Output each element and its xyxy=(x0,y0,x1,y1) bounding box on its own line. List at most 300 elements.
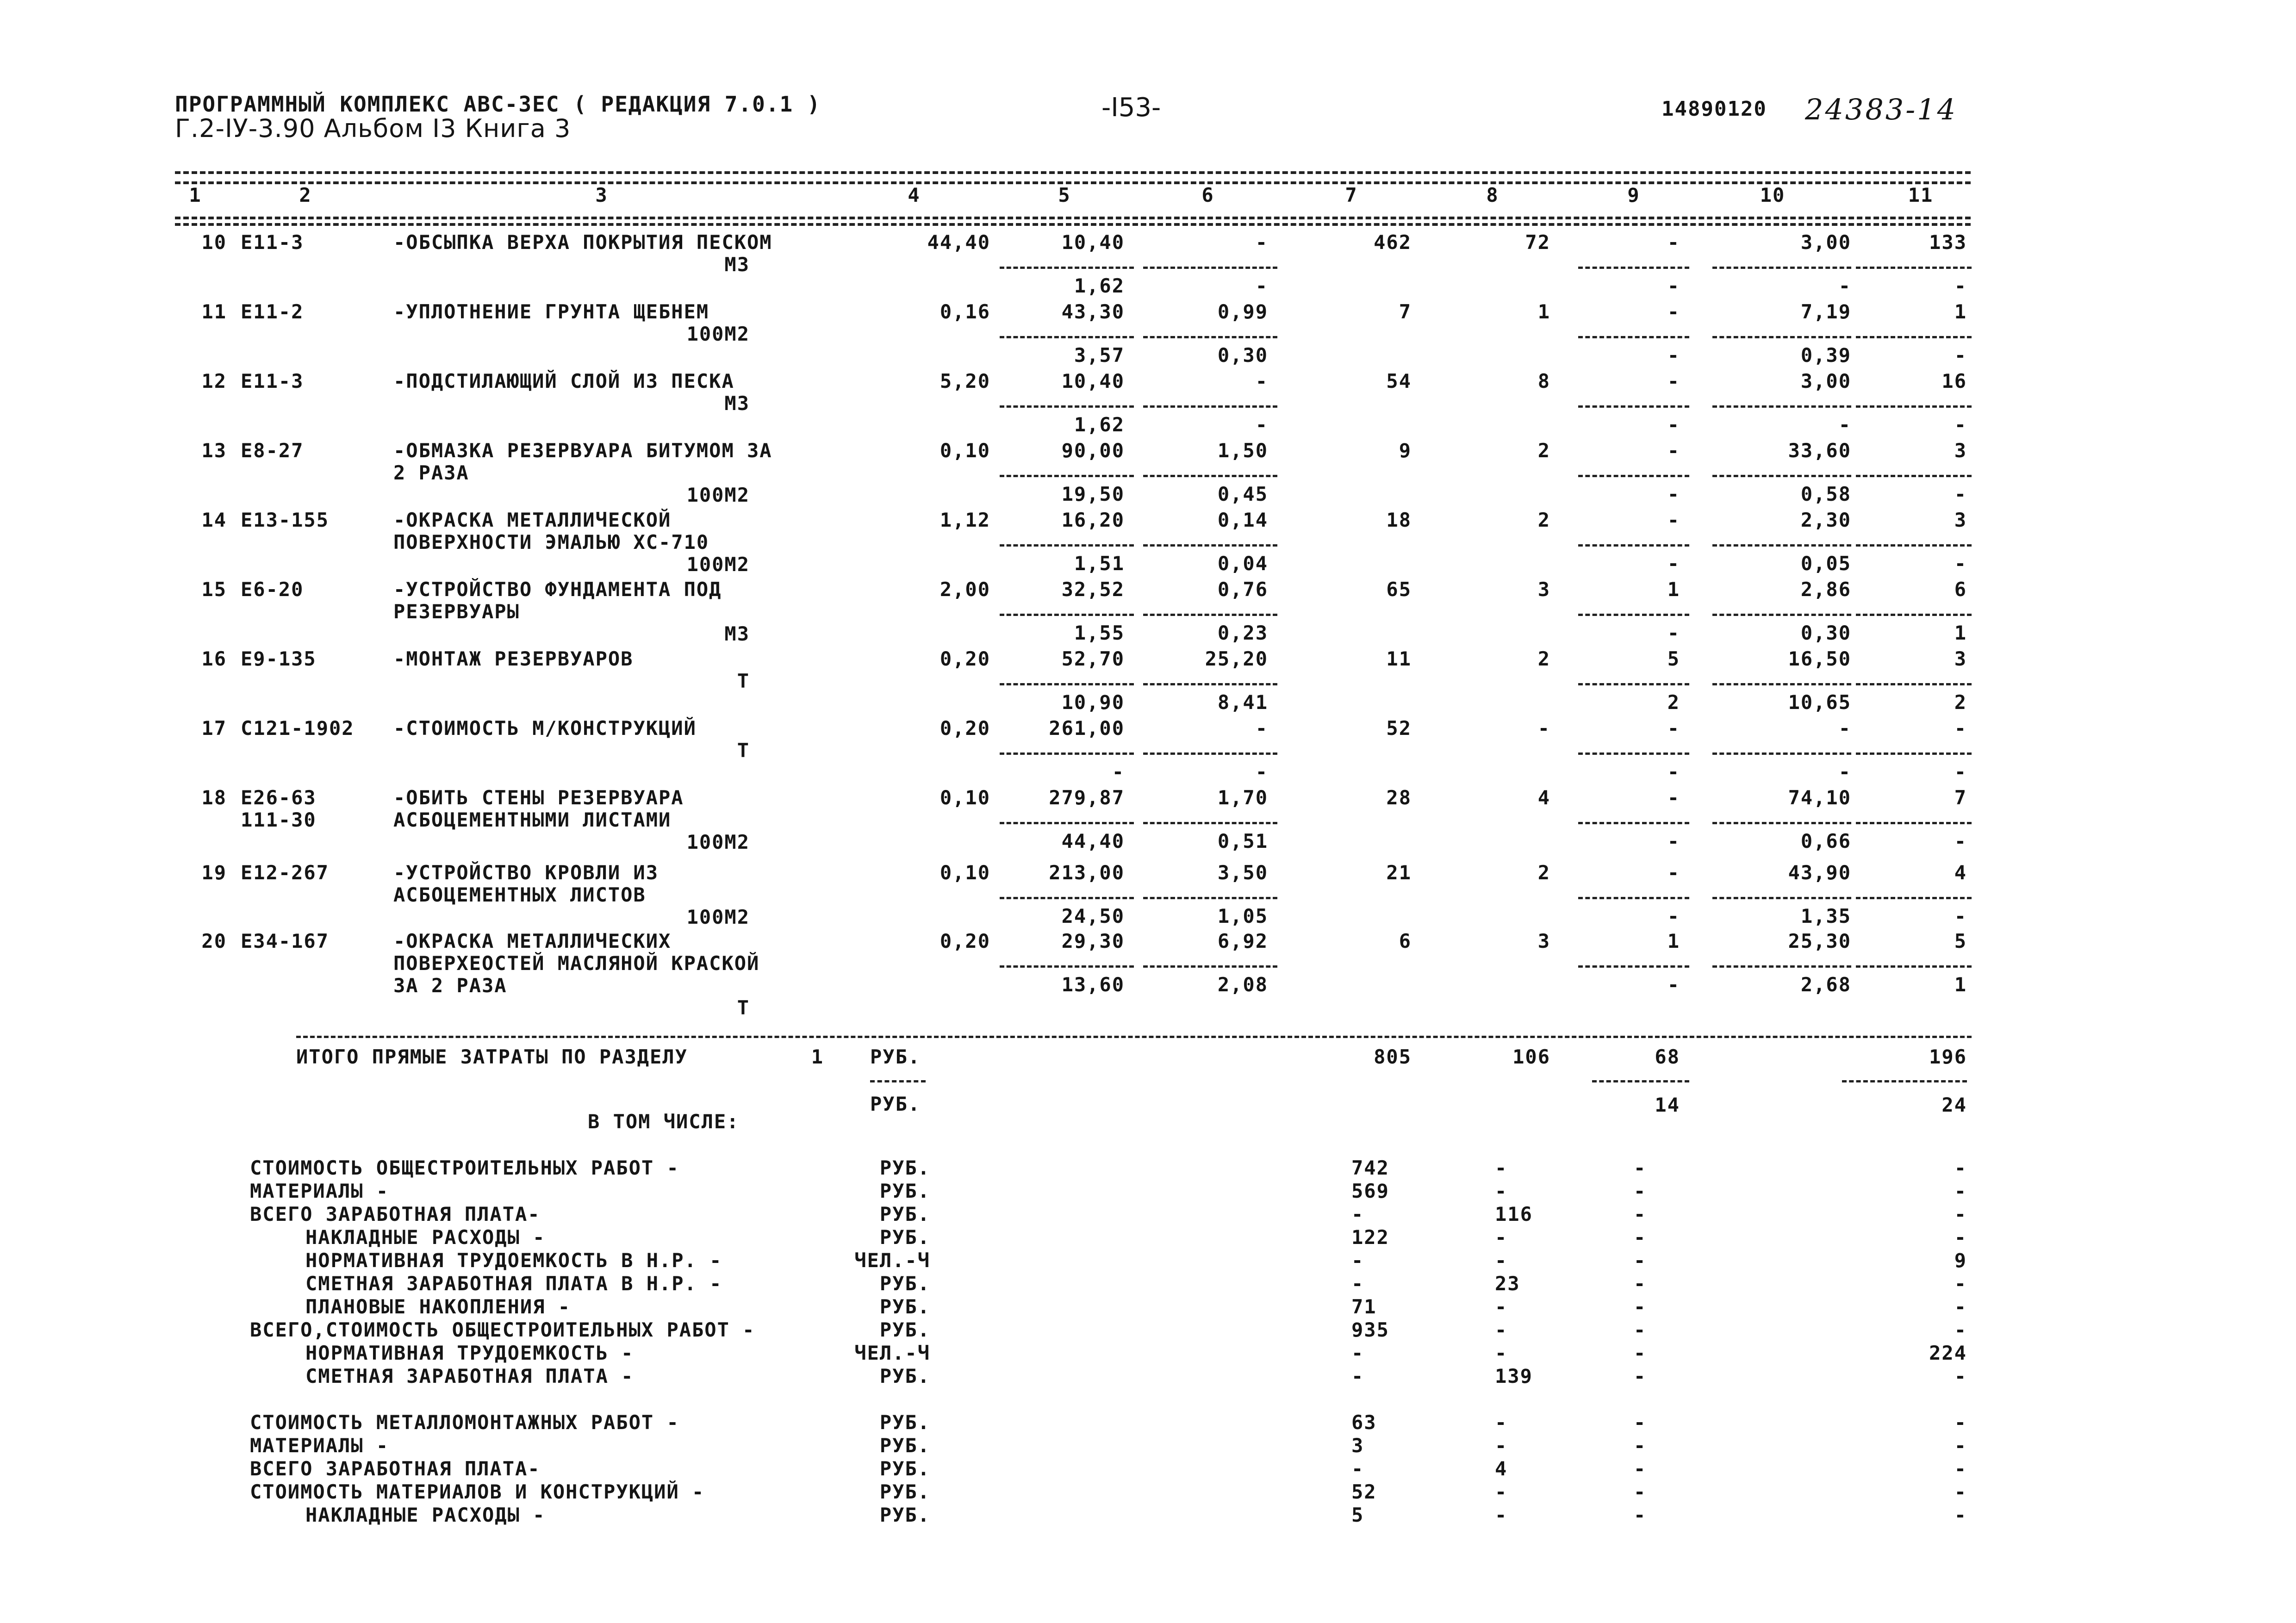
header-album-line: Г.2-IУ-3.90 Альбом I3 Книга 3 xyxy=(175,114,571,143)
row-col8-value: 8 xyxy=(1537,370,1550,392)
row-col7-value: 11 xyxy=(1386,647,1412,670)
summary-label: ВСЕГО ЗАРАБОТНАЯ ПЛАТА- xyxy=(250,1457,541,1480)
column-header-2: 2 xyxy=(299,184,312,206)
summary-label: СТОИМОСТЬ МАТЕРИАЛОВ И КОНСТРУКЦИЙ - xyxy=(250,1480,705,1503)
row-col11-value: 3 xyxy=(1954,647,1967,670)
row-col7-value: 9 xyxy=(1399,439,1412,462)
row-col5-rule xyxy=(1000,405,1134,408)
summary-label: НОРМАТИВНАЯ ТРУДОЕМКОСТЬ В Н.Р. - xyxy=(305,1249,722,1272)
row-name: -УПЛОТНЕНИЕ ГРУНТА ЩЕБНЕМ xyxy=(393,300,709,323)
row-col10-rule xyxy=(1712,965,1851,968)
row-number: 14 xyxy=(201,509,227,531)
total-unit-2: РУБ. xyxy=(870,1093,921,1115)
summary-unit: ЧЕЛ.-Ч xyxy=(854,1342,930,1364)
row-col11-value: 16 xyxy=(1941,370,1967,392)
row-col8-value: 2 xyxy=(1537,647,1550,670)
row-col8-value: 2 xyxy=(1537,439,1550,462)
row-col5-value: 52,70 xyxy=(1061,647,1125,670)
summary-col8: 4 xyxy=(1495,1457,1508,1480)
summary-col9: - xyxy=(1634,1249,1647,1272)
summary-unit: РУБ. xyxy=(879,1457,930,1480)
column-header-1: 1 xyxy=(189,184,202,206)
row-unit: 100М2 xyxy=(686,831,750,853)
header-program-line: ПРОГРАММНЫЙ КОМПЛЕКС АВС-ЗЕС ( РЕДАКЦИЯ 7.0.1 ) xyxy=(175,92,821,117)
row-name: -ОБИТЬ СТЕНЫ РЕЗЕРВУАРА xyxy=(393,786,684,809)
summary-label: НАКЛАДНЫЕ РАСХОДЫ - xyxy=(305,1504,546,1526)
row-col6-sub: 2,08 xyxy=(1217,973,1268,996)
row-unit: Т xyxy=(737,670,750,692)
row-col11-value: 1 xyxy=(1954,300,1967,323)
row-col6-rule xyxy=(1143,897,1277,899)
row-name: АСБОЦЕМЕНТНЫХ ЛИСТОВ xyxy=(393,883,646,906)
row-col6-sub: - xyxy=(1255,413,1268,436)
row-col9-sub: - xyxy=(1667,830,1680,852)
row-name: ПОВЕРХЕОСТЕЙ МАСЛЯНОЙ КРАСКОЙ xyxy=(393,952,760,975)
row-col9-rule xyxy=(1578,267,1689,269)
row-col6-value: - xyxy=(1255,370,1268,392)
summary-col7: 71 xyxy=(1351,1295,1377,1318)
summary-label: СМЕТНАЯ ЗАРАБОТНАЯ ПЛАТА - xyxy=(305,1365,634,1387)
summary-col7: 3 xyxy=(1351,1434,1364,1457)
row-col9-value: - xyxy=(1667,439,1680,462)
row-unit: 100М2 xyxy=(686,484,750,506)
row-col6-rule xyxy=(1143,336,1277,338)
total-col9-sub: 14 xyxy=(1655,1094,1680,1116)
row-col9-rule xyxy=(1578,544,1689,547)
row-col7-value: 462 xyxy=(1374,231,1412,254)
row-col11-value: - xyxy=(1954,717,1967,740)
summary-col11: - xyxy=(1954,1272,1967,1295)
total-section: 1 xyxy=(811,1045,824,1068)
row-col11-sub: 1 xyxy=(1954,973,1967,996)
summary-label: ВСЕГО ЗАРАБОТНАЯ ПЛАТА- xyxy=(250,1203,541,1225)
row-col5-sub: 1,62 xyxy=(1074,413,1125,436)
row-col5-value: 29,30 xyxy=(1061,930,1125,952)
row-col9-sub: - xyxy=(1667,274,1680,297)
row-name: -УСТРОЙСТВО ФУНДАМЕНТА ПОД xyxy=(393,578,722,601)
summary-label: МАТЕРИАЛЫ - xyxy=(250,1434,389,1457)
row-number: 16 xyxy=(201,647,227,670)
row-col6-sub: 0,23 xyxy=(1217,622,1268,644)
row-col9-rule xyxy=(1578,683,1689,685)
row-col11-rule xyxy=(1856,544,1972,547)
row-col11-rule xyxy=(1856,336,1972,338)
summary-col7: 742 xyxy=(1351,1157,1389,1179)
row-name: -УСТРОЙСТВО КРОВЛИ ИЗ xyxy=(393,861,659,884)
summary-col8: 139 xyxy=(1495,1365,1533,1387)
row-col9-rule xyxy=(1578,614,1689,616)
row-col10-value: 33,60 xyxy=(1788,439,1851,462)
row-col9-rule xyxy=(1578,405,1689,408)
column-header-9: 9 xyxy=(1627,184,1640,206)
row-col10-sub: 0,66 xyxy=(1800,830,1851,852)
summary-col8: - xyxy=(1495,1157,1508,1179)
row-col11-rule xyxy=(1856,897,1972,899)
summary-col7: 5 xyxy=(1351,1504,1364,1526)
row-col10-rule xyxy=(1712,752,1851,755)
row-col9-sub: - xyxy=(1667,905,1680,927)
summary-col8: - xyxy=(1495,1411,1508,1434)
row-col8-value: 3 xyxy=(1537,930,1550,952)
row-col7-value: 65 xyxy=(1386,578,1412,601)
row-col7-value: 28 xyxy=(1386,786,1412,809)
row-col10-sub: - xyxy=(1838,274,1851,297)
summary-label: СТОИМОСТЬ ОБЩЕСТРОИТЕЛЬНЫХ РАБОТ - xyxy=(250,1157,679,1179)
total-unit: РУБ. xyxy=(870,1045,921,1068)
row-col5-value: 10,40 xyxy=(1061,370,1125,392)
summary-col11: - xyxy=(1954,1434,1967,1457)
summary-col9: - xyxy=(1634,1318,1647,1341)
row-col11-sub: - xyxy=(1954,552,1967,575)
page-number: -I53- xyxy=(1101,93,1161,123)
row-name: -СТОИМОСТЬ М/КОНСТРУКЦИЙ xyxy=(393,717,697,740)
row-col6-rule xyxy=(1143,752,1277,755)
row-col5-value: 16,20 xyxy=(1061,509,1125,531)
row-col10-rule xyxy=(1712,822,1851,824)
row-col9-value: - xyxy=(1667,861,1680,884)
summary-col11: 9 xyxy=(1954,1249,1967,1272)
summary-col8: - xyxy=(1495,1480,1508,1503)
total-unit-rule xyxy=(870,1080,926,1082)
summary-col9: - xyxy=(1634,1342,1647,1364)
summary-col11: - xyxy=(1954,1318,1967,1341)
row-col9-value: - xyxy=(1667,300,1680,323)
row-unit: М3 xyxy=(724,253,750,276)
row-quantity: 1,12 xyxy=(940,509,990,531)
row-code: Е11-2 xyxy=(241,300,304,323)
row-code: Е12-267 xyxy=(241,861,330,884)
row-col10-sub: 10,65 xyxy=(1788,691,1851,714)
summary-label: СТОИМОСТЬ МЕТАЛЛОМОНТАЖНЫХ РАБОТ - xyxy=(250,1411,679,1434)
summary-col9: - xyxy=(1634,1295,1647,1318)
row-col6-rule xyxy=(1143,614,1277,616)
row-col5-sub: 1,55 xyxy=(1074,622,1125,644)
row-col5-rule xyxy=(1000,336,1134,338)
row-unit: М3 xyxy=(724,622,750,645)
row-code: Е11-3 xyxy=(241,231,304,254)
row-name: -ОКРАСКА МЕТАЛЛИЧЕСКИХ xyxy=(393,930,672,952)
summary-unit: РУБ. xyxy=(879,1203,930,1225)
total-label: ИТОГО ПРЯМЫЕ ЗАТРАТЫ ПО РАЗДЕЛУ xyxy=(296,1045,688,1068)
summary-unit: РУБ. xyxy=(879,1365,930,1387)
row-col11-sub: - xyxy=(1954,413,1967,436)
row-col9-rule xyxy=(1578,897,1689,899)
row-col7-value: 6 xyxy=(1399,930,1412,952)
row-col10-sub: - xyxy=(1838,413,1851,436)
row-col10-rule xyxy=(1712,475,1851,477)
row-name: 2 РАЗА xyxy=(393,461,469,484)
summary-unit: РУБ. xyxy=(879,1226,930,1249)
row-col6-sub: 0,30 xyxy=(1217,344,1268,367)
row-col6-sub: - xyxy=(1255,760,1268,783)
row-col5-rule xyxy=(1000,683,1134,685)
row-col9-sub: - xyxy=(1667,413,1680,436)
column-header-11: 11 xyxy=(1908,184,1934,206)
row-code: Е11-3 xyxy=(241,370,304,392)
row-col5-sub: 19,50 xyxy=(1061,483,1125,505)
summary-col8: 116 xyxy=(1495,1203,1533,1225)
row-quantity: 44,40 xyxy=(927,231,990,254)
row-col10-value: 25,30 xyxy=(1788,930,1851,952)
row-name: РЕЗЕРВУАРЫ xyxy=(393,600,520,623)
summary-col8: - xyxy=(1495,1342,1508,1364)
row-number: 20 xyxy=(201,930,227,952)
summary-col9: - xyxy=(1634,1203,1647,1225)
summary-col8: - xyxy=(1495,1226,1508,1249)
row-col10-value: - xyxy=(1838,717,1851,740)
summary-col11: - xyxy=(1954,1180,1967,1202)
row-col11-rule xyxy=(1856,822,1972,824)
row-col6-sub: 0,51 xyxy=(1217,830,1268,852)
summary-label: ВСЕГО,СТОИМОСТЬ ОБЩЕСТРОИТЕЛЬНЫХ РАБОТ - xyxy=(250,1318,755,1341)
row-col5-rule xyxy=(1000,822,1134,824)
row-col9-sub: - xyxy=(1667,344,1680,367)
row-col10-value: 74,10 xyxy=(1788,786,1851,809)
summary-col7: - xyxy=(1351,1342,1364,1364)
summary-col8: - xyxy=(1495,1249,1508,1272)
row-col5-rule xyxy=(1000,267,1134,269)
row-col11-sub: - xyxy=(1954,483,1967,505)
summary-col11: - xyxy=(1954,1295,1967,1318)
row-col8-value: 2 xyxy=(1537,861,1550,884)
row-col8-value: 4 xyxy=(1537,786,1550,809)
row-col11-value: 5 xyxy=(1954,930,1967,952)
row-name: -ОБСЫПКА ВЕРХА ПОКРЫТИЯ ПЕСКОМ xyxy=(393,231,772,254)
summary-col7: 122 xyxy=(1351,1226,1389,1249)
row-col10-sub: 2,68 xyxy=(1800,973,1851,996)
row-col8-value: 1 xyxy=(1537,300,1550,323)
summary-col11: - xyxy=(1954,1203,1967,1225)
row-col10-rule xyxy=(1712,405,1851,408)
row-number: 10 xyxy=(201,231,227,254)
row-col10-sub: 0,30 xyxy=(1800,622,1851,644)
summary-col8: - xyxy=(1495,1434,1508,1457)
row-col11-sub: - xyxy=(1954,760,1967,783)
row-col10-value: 2,86 xyxy=(1800,578,1851,601)
row-col11-rule xyxy=(1856,683,1972,685)
row-col10-value: 7,19 xyxy=(1800,300,1851,323)
row-name: АСБОЦЕМЕНТНЫМИ ЛИСТАМИ xyxy=(393,808,672,831)
row-col6-rule xyxy=(1143,544,1277,547)
summary-label: НОРМАТИВНАЯ ТРУДОЕМКОСТЬ - xyxy=(305,1342,634,1364)
summary-unit: ЧЕЛ.-Ч xyxy=(854,1249,930,1272)
row-col5-sub: 44,40 xyxy=(1061,830,1125,852)
row-number: 13 xyxy=(201,439,227,462)
document-number: 14890120 xyxy=(1661,97,1767,121)
row-col11-rule xyxy=(1856,405,1972,408)
row-col7-value: 21 xyxy=(1386,861,1412,884)
column-header-10: 10 xyxy=(1760,184,1786,206)
row-col6-value: - xyxy=(1255,717,1268,740)
row-quantity: 0,20 xyxy=(940,647,990,670)
total-top-rule xyxy=(296,1036,1972,1038)
row-name: ПОВЕРХНОСТИ ЭМАЛЬЮ ХС-710 xyxy=(393,531,709,553)
summary-col8: - xyxy=(1495,1504,1508,1526)
row-quantity: 0,20 xyxy=(940,717,990,740)
row-col11-value: 3 xyxy=(1954,509,1967,531)
column-header-3: 3 xyxy=(595,184,608,206)
summary-label: СМЕТНАЯ ЗАРАБОТНАЯ ПЛАТА В Н.Р. - xyxy=(305,1272,722,1295)
summary-unit: РУБ. xyxy=(879,1411,930,1434)
summary-col8: 23 xyxy=(1495,1272,1520,1295)
row-col5-rule xyxy=(1000,897,1134,899)
summary-col11: 224 xyxy=(1929,1342,1967,1364)
summary-col7: 569 xyxy=(1351,1180,1389,1202)
summary-label: ПЛАНОВЫЕ НАКОПЛЕНИЯ - xyxy=(305,1295,571,1318)
summary-col9: - xyxy=(1634,1226,1647,1249)
row-col9-value: - xyxy=(1667,231,1680,254)
summary-label: МАТЕРИАЛЫ - xyxy=(250,1180,389,1202)
summary-col11: - xyxy=(1954,1457,1967,1480)
summary-col9: - xyxy=(1634,1504,1647,1526)
row-col10-sub: 0,58 xyxy=(1800,483,1851,505)
row-col6-rule xyxy=(1143,405,1277,408)
total-col8: 106 xyxy=(1512,1045,1550,1068)
row-col9-rule xyxy=(1578,475,1689,477)
total-col11: 196 xyxy=(1929,1045,1967,1068)
summary-label: НАКЛАДНЫЕ РАСХОДЫ - xyxy=(305,1226,546,1249)
row-col6-value: 1,70 xyxy=(1217,786,1268,809)
row-col8-value: 72 xyxy=(1525,231,1550,254)
row-col6-rule xyxy=(1143,475,1277,477)
row-col11-sub: 2 xyxy=(1954,691,1967,714)
row-col10-value: 3,00 xyxy=(1800,370,1851,392)
row-col6-rule xyxy=(1143,965,1277,968)
total-col11-rule xyxy=(1842,1080,1967,1082)
row-col9-value: - xyxy=(1667,717,1680,740)
row-col5-value: 261,00 xyxy=(1049,717,1125,740)
summary-col11: - xyxy=(1954,1365,1967,1387)
row-col5-rule xyxy=(1000,475,1134,477)
column-header-6: 6 xyxy=(1201,184,1214,206)
row-number: 18 xyxy=(201,786,227,809)
row-col5-rule xyxy=(1000,614,1134,616)
row-col10-sub: 0,05 xyxy=(1800,552,1851,575)
summary-col7: 63 xyxy=(1351,1411,1377,1434)
row-col11-rule xyxy=(1856,965,1972,968)
row-col10-value: 43,90 xyxy=(1788,861,1851,884)
row-col9-rule xyxy=(1578,822,1689,824)
row-col6-rule xyxy=(1143,683,1277,685)
row-col6-value: 0,76 xyxy=(1217,578,1268,601)
row-col6-value: 1,50 xyxy=(1217,439,1268,462)
row-col5-sub: - xyxy=(1112,760,1125,783)
row-unit: 100М2 xyxy=(686,906,750,928)
summary-col7: 935 xyxy=(1351,1318,1389,1341)
summary-col7: - xyxy=(1351,1457,1364,1480)
row-col6-value: 25,20 xyxy=(1205,647,1268,670)
summary-col9: - xyxy=(1634,1480,1647,1503)
row-col5-value: 43,30 xyxy=(1061,300,1125,323)
summary-col9: - xyxy=(1634,1157,1647,1179)
row-col5-sub: 3,57 xyxy=(1074,344,1125,367)
summary-unit: РУБ. xyxy=(879,1272,930,1295)
summary-col9: - xyxy=(1634,1365,1647,1387)
row-col11-sub: - xyxy=(1954,344,1967,367)
row-number: 19 xyxy=(201,861,227,884)
row-col11-value: 133 xyxy=(1929,231,1967,254)
row-col7-value: 52 xyxy=(1386,717,1412,740)
row-col9-value: - xyxy=(1667,786,1680,809)
summary-unit: РУБ. xyxy=(879,1157,930,1179)
summary-col7: - xyxy=(1351,1203,1364,1225)
row-col10-sub: 0,39 xyxy=(1800,344,1851,367)
row-number: 11 xyxy=(201,300,227,323)
summary-col9: - xyxy=(1634,1434,1647,1457)
row-col11-sub: - xyxy=(1954,905,1967,927)
row-unit: 100М2 xyxy=(686,323,750,345)
summary-unit: РУБ. xyxy=(879,1318,930,1341)
row-code: Е34-167 xyxy=(241,930,330,952)
row-col11-value: 4 xyxy=(1954,861,1967,884)
row-col10-value: 2,30 xyxy=(1800,509,1851,531)
row-col9-value: 5 xyxy=(1667,647,1680,670)
row-code: 111-30 xyxy=(241,808,317,831)
row-col11-value: 6 xyxy=(1954,578,1967,601)
row-code: С121-1902 xyxy=(241,717,355,740)
summary-col7: - xyxy=(1351,1272,1364,1295)
row-unit: Т xyxy=(737,996,750,1019)
summary-col8: - xyxy=(1495,1180,1508,1202)
summary-unit: РУБ. xyxy=(879,1504,930,1526)
row-quantity: 5,20 xyxy=(940,370,990,392)
row-col10-rule xyxy=(1712,897,1851,899)
row-col5-sub: 13,60 xyxy=(1061,973,1125,996)
row-code: Е13-155 xyxy=(241,509,330,531)
row-col6-sub: 8,41 xyxy=(1217,691,1268,714)
row-col8-value: - xyxy=(1537,717,1550,740)
summary-col9: - xyxy=(1634,1411,1647,1434)
summary-col11: - xyxy=(1954,1411,1967,1434)
row-code: Е9-135 xyxy=(241,647,317,670)
row-code: Е6-20 xyxy=(241,578,304,601)
row-unit: М3 xyxy=(724,392,750,415)
column-header-8: 8 xyxy=(1486,184,1499,206)
row-col7-value: 18 xyxy=(1386,509,1412,531)
row-col11-value: 7 xyxy=(1954,786,1967,809)
row-col11-sub: - xyxy=(1954,274,1967,297)
row-col6-value: 0,99 xyxy=(1217,300,1268,323)
row-quantity: 0,10 xyxy=(940,786,990,809)
row-col7-value: 54 xyxy=(1386,370,1412,392)
row-col11-value: 3 xyxy=(1954,439,1967,462)
row-col10-rule xyxy=(1712,544,1851,547)
row-number: 12 xyxy=(201,370,227,392)
row-unit: Т xyxy=(737,739,750,762)
summary-col7: - xyxy=(1351,1249,1364,1272)
row-unit: 100М2 xyxy=(686,553,750,576)
summary-unit: РУБ. xyxy=(879,1295,930,1318)
row-col5-value: 213,00 xyxy=(1049,861,1125,884)
row-col6-value: 6,92 xyxy=(1217,930,1268,952)
summary-unit: РУБ. xyxy=(879,1180,930,1202)
row-col10-rule xyxy=(1712,267,1851,269)
row-number: 17 xyxy=(201,717,227,740)
header-bottom-rule xyxy=(175,217,1971,219)
column-header-7: 7 xyxy=(1345,184,1358,206)
row-name: -ОБМАЗКА РЕЗЕРВУАРА БИТУМОМ ЗА xyxy=(393,439,772,462)
row-col11-sub: 1 xyxy=(1954,622,1967,644)
row-col10-value: 3,00 xyxy=(1800,231,1851,254)
row-col5-rule xyxy=(1000,965,1134,968)
column-header-5: 5 xyxy=(1058,184,1071,206)
row-col10-sub: 1,35 xyxy=(1800,905,1851,927)
summary-col9: - xyxy=(1634,1272,1647,1295)
row-quantity: 2,00 xyxy=(940,578,990,601)
total-col9-rule xyxy=(1592,1080,1689,1082)
row-col8-value: 3 xyxy=(1537,578,1550,601)
summary-unit: РУБ. xyxy=(879,1480,930,1503)
